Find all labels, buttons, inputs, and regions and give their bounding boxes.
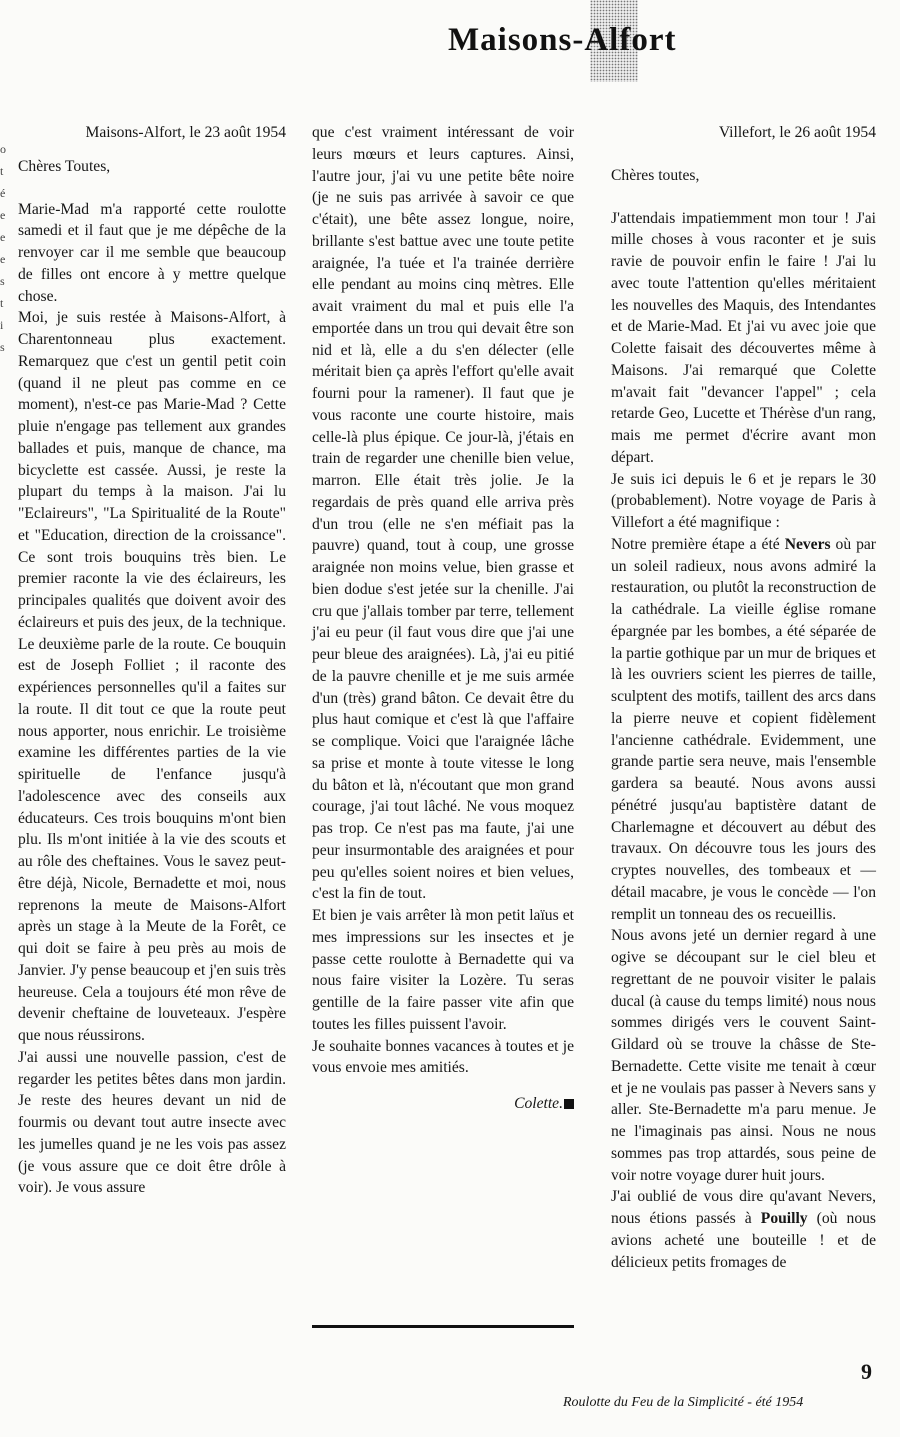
letter2-paragraph: J'ai oublié de vous dire qu'avant Nevers, nous étions passés à Pouilly (où nous avions acheté une bouteille ! et de délicieux petits fromages de xyxy=(611,1188,876,1271)
publication-footer: Roulotte du Feu de la Simplicité - été 1954 xyxy=(563,1395,804,1410)
column-right xyxy=(611,122,876,1273)
place-nevers: Nevers xyxy=(784,535,831,553)
column-left xyxy=(18,122,286,1199)
place-pouilly: Pouilly xyxy=(760,1210,808,1227)
end-mark-icon xyxy=(564,1099,574,1109)
column-rule xyxy=(312,1325,574,1328)
letter1-signature: Colette. xyxy=(312,1093,574,1115)
letter1-paragraph: Moi, je suis restée à Maisons-Alfort, à Charentonneau plus exactement. Remarquez que c'est un gentil petit coin (quand il ne pleut pas comme en ce moment), n'est-ce pas Marie-Mad ? Cette pluie n'engage pas tellement aux grandes ballades et puis, manque de chance, ma bicyclette est cassée. Aussi, je reste la plupart du temps à la maison. J'ai lu "Eclaireurs", "La Spiritualité de la Route" et "Education, direction de la croissance". Ce sont trois bouquins très bien. Le premier raconte la vie des éclaireurs, les principales qualités que doivent avoir des éclaireurs et puis des jeux, de la technique. Le deuxième parle de la route. Ce bouquin est de Joseph Folliet ; il raconte des expériences personnelles qu'il a faites sur la route. Il dit tout ce que la route peut nous apporter, nous enrichir. Le troisième examine les différentes parties de la vie spirituelle de l'enfance jusqu'à l'adolescence avec des conseils aux éducateurs. Ces trois bouquins m'ont bien plu. Ils m'ont initiée à la vie des scouts et au rôle des cheftaines. Vous le savez peut-être déjà, Nicole, Bernadette et moi, nous reprenons la meute de Maisons-Alfort après un stage à la Meute de la Forêt, ce qui doit se faire à peu près au mois de Janvier. J'y pense beaucoup et j'en suis très heureuse. Cela a toujours été mon rêve de devenir cheftaine de louveteaux. J'espère que nous réussirons. xyxy=(18,309,286,1044)
page-number: 9 xyxy=(861,1359,872,1384)
letter2-paragraph: J'attendais impatiemment mon tour ! J'ai mille choses à vous raconter et je suis ravie de pouvoir enfin le faire ! J'ai lu avec toute l'attention qu'elles méritaient les nouvelles des Maquis, des Intendantes et de Marie-Mad. Et j'ai vu avec joie que Colette faisait des découvertes même à Maisons. J'ai remarqué que Colette m'avait fait "devancer l'appel" ; cela retarde Geo, Lucette et Thérèse d'un rang, mais me permet d'écrire avant mon départ. xyxy=(611,209,876,466)
letter2-dateline: Villefort, le 26 août 1954 xyxy=(718,124,876,141)
letter2-paragraph: Nous avons jeté un dernier regard à une ogive se découpant sur le ciel bleu et regrettant de ne pouvoir visiter le palais ducal (à cause du temps limité) nous nous sommes dirigés vers le couvent Saint-Gildard où se trouve la châsse de Ste-Bernadette. Cette visite me tenait à cœur et je ne voulais pas passer à Nevers sans y aller. Ste-Bernadette m'a paru menue. Je ne l'imaginais pas ainsi. Nous ne nous sommes pas trop attardés, sous peine de voir notre voyage durer huit jours. xyxy=(611,927,876,1184)
letter1-dateline: Maisons-Alfort, le 23 août 1954 xyxy=(85,124,286,141)
letter1-greeting: Chères Toutes, xyxy=(18,157,111,175)
letter2-paragraph: Notre première étape a été Nevers où par un soleil radieux, nous avons admiré la restauration, ou plutôt la reconstruction de la cathédrale. La vieille église romane épargnée par les bombes, a été séparée de la partie gothique par un mur de briques et là les ouvriers scient les pierres de taille, sculptent des motifs, taillent des arcs dans la pierre neuve et copient fidèlement l'ancienne cathédrale. Evidemment, une grande partie sera neuve, mais l'ensemble gardera sa beauté. Nous avons aussi pénétré jusqu'au baptistère datant de Charlemagne et découvert au début des travaux. On découvre tous les jours des cryptes nouvelles, des tombeaux et — détail macabre, je vous le concède — l'on remplit un tonneau des os recueillis. xyxy=(611,535,877,923)
letter2-paragraph: Je suis ici depuis le 6 et je repars le 30 (probablement). Notre voyage de Paris à Villefort a été magnifique : xyxy=(611,470,876,531)
letter1-paragraph: Et bien je vais arrêter là mon petit laïus et mes impressions sur les insectes et je passe cette roulotte à Bernadette qui va nous faire visiter la Lozère. Tu seras gentille de la faire passer vite afin que toutes les filles puissent l'avoir. xyxy=(312,907,574,1033)
letter1-paragraph: J'ai aussi une nouvelle passion, c'est de regarder les petites bêtes dans mon jardin. Je reste des heures devant un nid de fourmis ou devant tout autre insecte avec les jumelles quand je ne les vois pas assez (je vous assure que ce doit être drôle à voir). Je vous assure xyxy=(18,1048,286,1197)
page-title: Maisons-Alfort xyxy=(448,22,677,58)
letter2-greeting: Chères toutes, xyxy=(611,166,700,184)
column-middle xyxy=(312,122,574,1115)
letter1-paragraph: Marie-Mad m'a rapporté cette roulotte samedi et il faut que je me dépêche de la renvoyer car il me semble que beaucoup de filles ont encore à y mettre quelque chose. xyxy=(18,200,286,305)
adjacent-page-fragment: o t é e e e s t i s xyxy=(0,142,6,354)
letter1-paragraph: que c'est vraiment intéressant de voir leurs mœurs et leurs captures. Ainsi, l'autre jour, j'ai vu une petite bête noire (je ne suis pas arrivée à savoir ce que c'était), une bête assez longue, noire, brillante s'est battue avec une toute petite araignée, l'a tuée et l'a trainée derrière elle pendant au moins cinq mètres. Elle avait vraiment du mal et puis elle l'a emportée dans un trou qui devait être son nid et là, elle a du s'en délecter (elle méritait bien ça après l'effort qu'elle avait fourni pour la ramener). Il faut que je vous raconte une courte histoire, mais celle-là plus épique. Ce jour-là, j'étais en train de regarder une chenille bien velue, marron. Elle était très jolie. Je la regardais de près quand elle arriva près d'un trou (elle ne s'en méfiait pas la pauvre) quand, tout à coup, une grosse araignée non moins velue, bien grasse et bien dodue s'est jetée sur la chenille. J'ai cru que j'allais tomber par terre, tellement j'ai eu peur (il faut vous dire que j'ai une peur bleue des araignées). Là, j'ai eu pitié de la pauvre chenille et je me suis armée d'un (très) grand bâton. Ce devait être du plus haut comique et c'est là que l'affaire se complique. Voici que l'araignée lâche sa prise et monte à toute vitesse le long du bâton et là, n'écoutant que mon grand courage, j'ai tout lâché. Ne vous moquez pas trop. Ce n'est pas ma faute, j'ai une peur insurmontable des araignées et pour peu qu'elles soient noires et bien velues, c'est la fin de tout. xyxy=(312,124,574,903)
letter1-paragraph: Je souhaite bonnes vacances à toutes et je vous envoie mes amitiés. xyxy=(312,1037,574,1077)
